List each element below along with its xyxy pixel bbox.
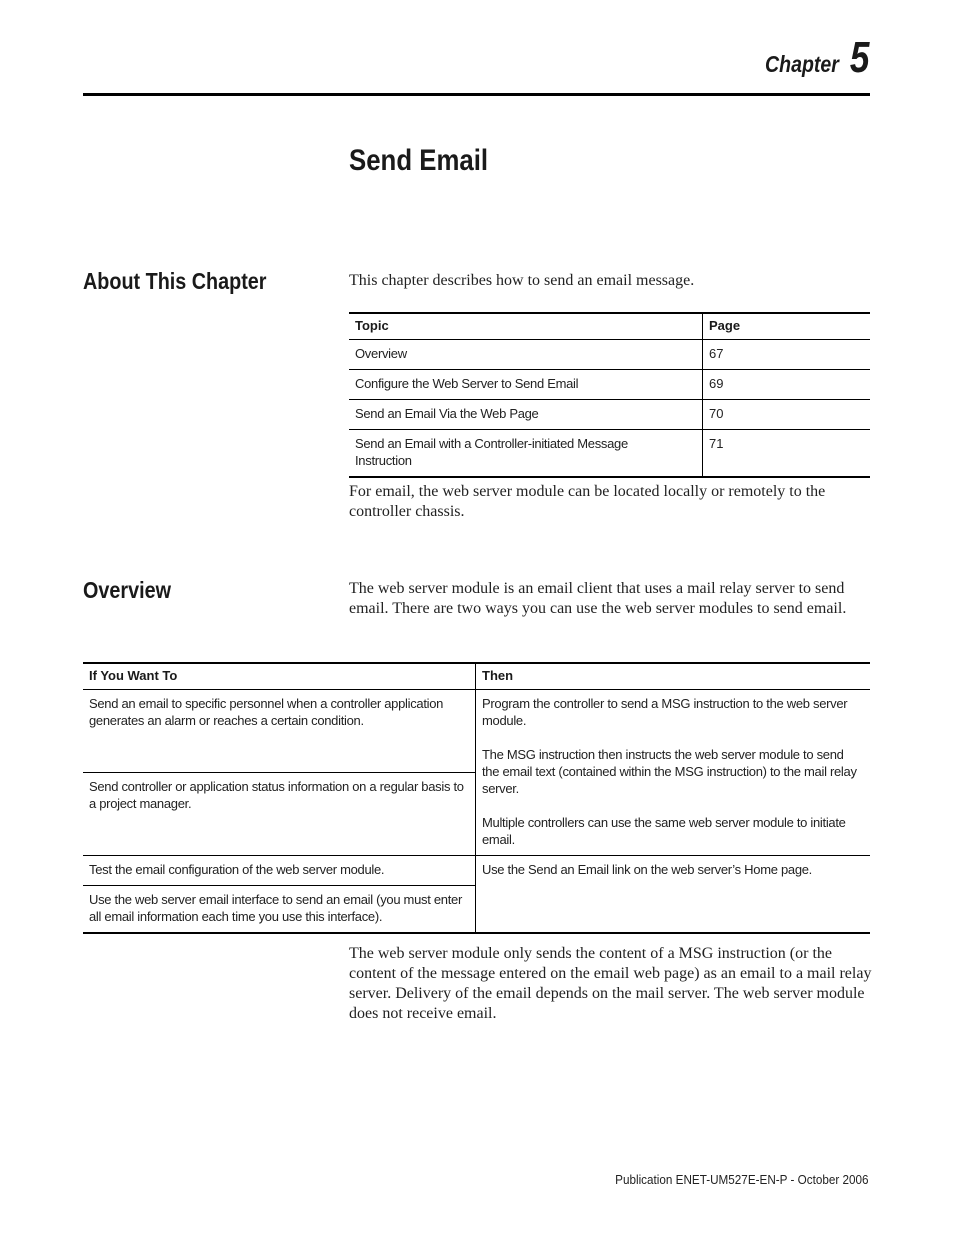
table-row bbox=[349, 340, 870, 370]
options-table bbox=[83, 662, 870, 934]
want-cell: Send an email to specific personnel when a controller application generates an alarm or reaches a certain condition. bbox=[83, 690, 476, 773]
about-heading: About This Chapter bbox=[83, 268, 267, 294]
table-row bbox=[83, 690, 870, 773]
topic-cell: Send an Email Via the Web Page bbox=[349, 400, 703, 430]
table-header-row bbox=[349, 313, 870, 340]
page-cell: 69 bbox=[703, 370, 871, 400]
overview-closing: The web server module only sends the content of a MSG instruction (or the content of the message entered on the email web page) as an email to a mail relay server. Delivery of the email depends on the mail server. The web server module does not receive email. bbox=[349, 945, 872, 1022]
overview-heading: Overview bbox=[83, 577, 171, 603]
about-note: For email, the web server module can be located locally or remotely to the controller chassis. bbox=[349, 483, 826, 520]
want-cell: Test the email configuration of the web server module. bbox=[83, 856, 476, 886]
page-title: Send Email bbox=[349, 144, 489, 177]
then-cell: Use the Send an Email link on the web server’s Home page. bbox=[476, 856, 871, 934]
chapter-label: Chapter bbox=[764, 51, 839, 77]
overview-intro: The web server module is an email client that uses a mail relay server to send email. There are two ways you can use the web server modules to send email. bbox=[349, 580, 847, 617]
column-header-then: Then bbox=[476, 663, 871, 690]
publication-footer: Publication ENET-UM527E-EN-P - October 2006 bbox=[615, 1172, 869, 1187]
then-paragraph: The MSG instruction then instructs the web server module to send the email text (contained within the MSG instruction) to the mail relay server. bbox=[482, 747, 857, 796]
column-header-if-you-want-to: If You Want To bbox=[83, 663, 476, 690]
topic-cell: Send an Email with a Controller-initiated Message Instruction bbox=[349, 430, 703, 478]
chapter-heading bbox=[752, 33, 869, 82]
about-intro: This chapter describes how to send an email message. bbox=[349, 272, 695, 289]
page-cell: 67 bbox=[703, 340, 871, 370]
topics-table bbox=[349, 312, 870, 478]
column-header-topic: Topic bbox=[349, 313, 703, 340]
column-header-page: Page bbox=[703, 313, 871, 340]
chapter-rule bbox=[83, 93, 870, 96]
topic-cell: Overview bbox=[349, 340, 703, 370]
table-row bbox=[349, 400, 870, 430]
then-cell bbox=[476, 690, 871, 856]
chapter-number: 5 bbox=[849, 33, 869, 82]
table-row bbox=[349, 370, 870, 400]
page-cell: 70 bbox=[703, 400, 871, 430]
want-cell: Send controller or application status information on a regular basis to a project manager. bbox=[83, 773, 476, 856]
then-paragraph: Program the controller to send a MSG instruction to the web server module. bbox=[482, 696, 848, 728]
table-header-row bbox=[83, 663, 870, 690]
page-cell: 71 bbox=[703, 430, 871, 478]
topic-cell: Configure the Web Server to Send Email bbox=[349, 370, 703, 400]
then-paragraph: Multiple controllers can use the same web server module to initiate email. bbox=[482, 815, 846, 847]
want-cell: Use the web server email interface to send an email (you must enter all email information each time you use this interface). bbox=[83, 886, 476, 934]
table-row bbox=[83, 856, 870, 886]
table-row bbox=[349, 430, 870, 478]
